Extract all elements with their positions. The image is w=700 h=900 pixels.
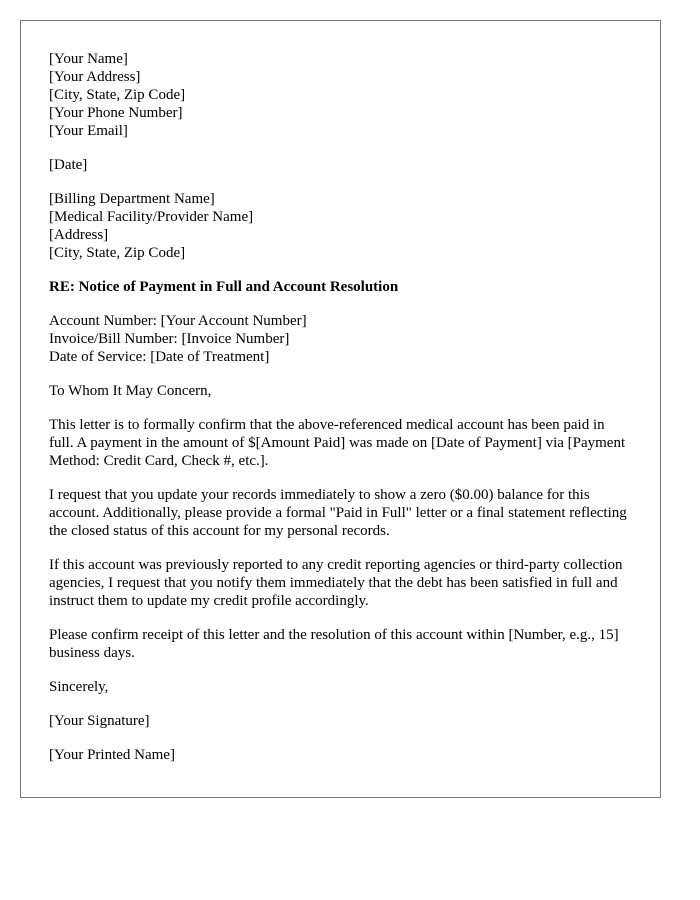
recipient-block bbox=[49, 190, 631, 262]
recipient-department: [Billing Department Name] bbox=[49, 191, 215, 207]
invoice-number: Invoice/Bill Number: [Invoice Number] bbox=[49, 331, 290, 347]
paragraph-text: This letter is to formally confirm that the above-referenced medical account has been paid in full. A payment in the amount of $[Amount Paid] was made on [Date of Payment] via [Payment Method: Credit Card, Check #, etc.]. bbox=[49, 417, 626, 469]
letter-page bbox=[20, 20, 661, 798]
date-block bbox=[49, 156, 631, 174]
salutation: To Whom It May Concern, bbox=[49, 383, 212, 399]
sender-email: [Your Email] bbox=[49, 123, 128, 139]
account-number: Account Number: [Your Account Number] bbox=[49, 313, 307, 329]
closing-block bbox=[49, 678, 631, 696]
body-paragraph bbox=[49, 486, 631, 540]
paragraph-text: If this account was previously reported to any credit reporting agencies or third-party collection agencies, I request that you notify them immediately that the debt has been satisfied in full and instruct them to update my credit profile accordingly. bbox=[49, 557, 623, 609]
letter-date: [Date] bbox=[49, 157, 88, 173]
body-paragraph bbox=[49, 556, 631, 610]
recipient-city-state-zip: [City, State, Zip Code] bbox=[49, 245, 186, 261]
closing: Sincerely, bbox=[49, 679, 109, 695]
reference-block bbox=[49, 312, 631, 366]
printed-name-block bbox=[49, 746, 631, 764]
body-paragraph bbox=[49, 626, 631, 662]
signature: [Your Signature] bbox=[49, 713, 150, 729]
sender-city-state-zip: [City, State, Zip Code] bbox=[49, 87, 186, 103]
sender-block bbox=[49, 50, 631, 140]
sender-name: [Your Name] bbox=[49, 51, 128, 67]
salutation-block bbox=[49, 382, 631, 400]
date-of-service: Date of Service: [Date of Treatment] bbox=[49, 349, 270, 365]
recipient-facility: [Medical Facility/Provider Name] bbox=[49, 209, 254, 225]
signature-block bbox=[49, 712, 631, 730]
printed-name: [Your Printed Name] bbox=[49, 747, 175, 763]
paragraph-text: I request that you update your records immediately to show a zero ($0.00) balance for this account. Additionally, please provide a formal "Paid in Full" letter or a final statement reflecting the closed status of this account for my personal records. bbox=[49, 487, 627, 539]
sender-address: [Your Address] bbox=[49, 69, 141, 85]
recipient-address: [Address] bbox=[49, 227, 109, 243]
sender-phone: [Your Phone Number] bbox=[49, 105, 183, 121]
subject-block bbox=[49, 278, 631, 296]
paragraph-text: Please confirm receipt of this letter and the resolution of this account within [Number, e.g., 15] business days. bbox=[49, 627, 619, 661]
body-paragraph bbox=[49, 416, 631, 470]
subject-line: RE: Notice of Payment in Full and Account Resolution bbox=[49, 279, 399, 295]
